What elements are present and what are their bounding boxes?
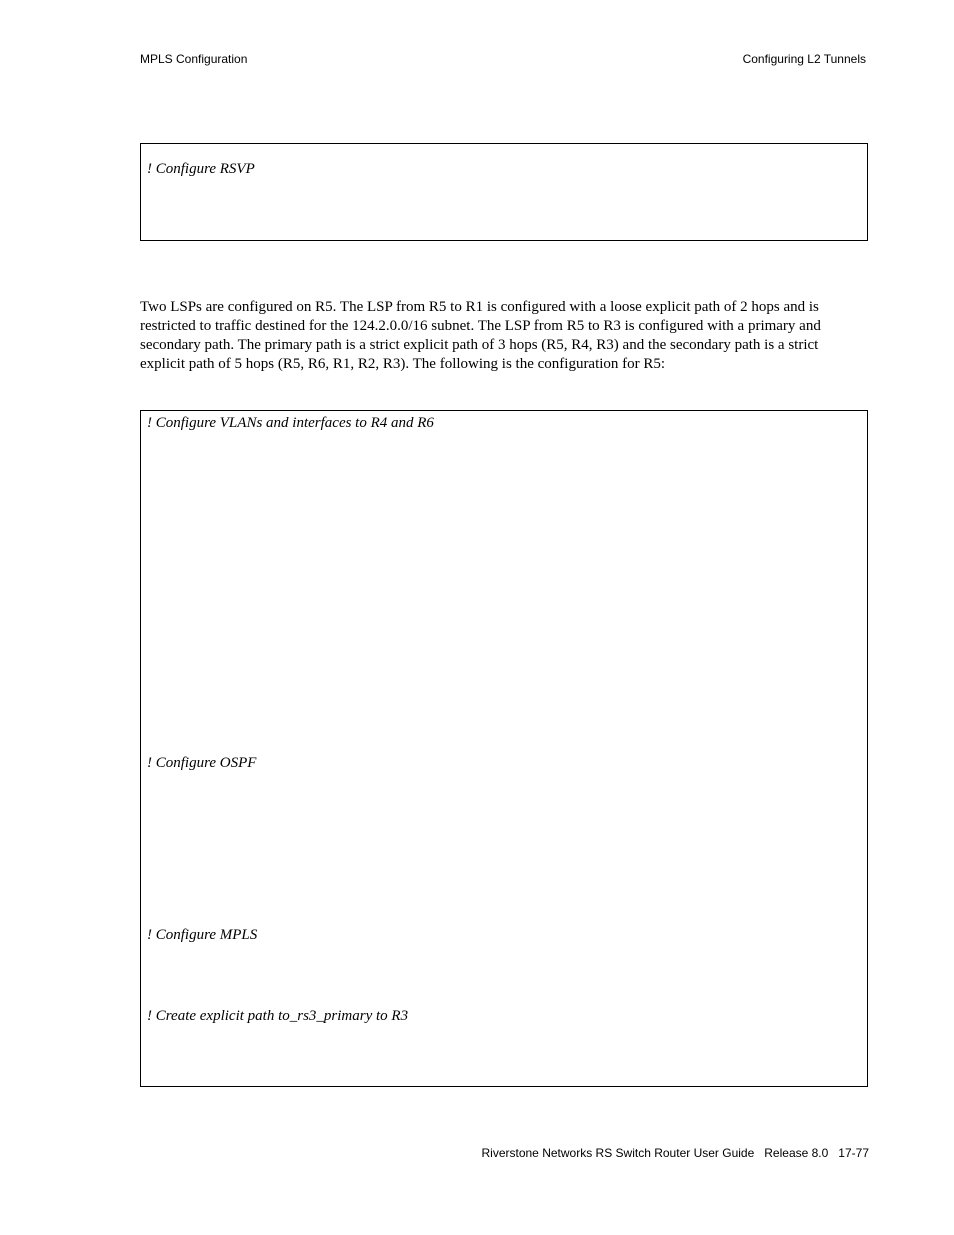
header-section-title: MPLS Configuration [140,52,248,66]
config-box-r5 [140,410,868,1087]
paragraph-line: restricted to traffic destined for the 124.2.0.0/16 subnet. The LSP from R5 to R3 is configured with a primary and [140,318,821,334]
config-box-rsvp [140,143,868,241]
config-comment-rsvp: ! Configure RSVP [147,161,255,177]
paragraph-line: secondary path. The primary path is a strict explicit path of 3 hops (R5, R4, R3) and the secondary path is a strict [140,337,819,353]
config-comment-explicit-path: ! Create explicit path to_rs3_primary to R3 [147,1008,409,1024]
body-paragraph [140,298,860,374]
config-comment-mpls: ! Configure MPLS [147,927,258,943]
page-footer: Riverstone Networks RS Switch Router User Guide Release 8.0 17-77 [481,1146,869,1160]
config-comment-vlans: ! Configure VLANs and interfaces to R4 and R6 [147,415,434,431]
paragraph-line: Two LSPs are configured on R5. The LSP from R5 to R1 is configured with a loose explicit path of 2 hops and is [140,299,819,315]
header-chapter-title: Configuring L2 Tunnels [742,52,866,66]
config-comment-ospf: ! Configure OSPF [147,755,257,771]
paragraph-line: explicit path of 5 hops (R5, R6, R1, R2, R3). The following is the configuration for R5: [140,356,666,372]
